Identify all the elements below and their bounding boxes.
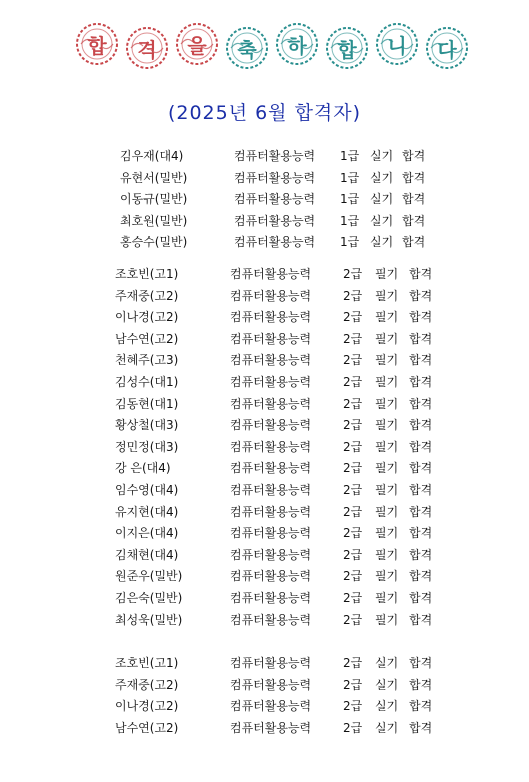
list-item — [0, 232, 529, 252]
row-name: 이동규(밀반) — [120, 192, 188, 207]
row-grade: 2급 — [343, 591, 363, 605]
row-cert: 컴퓨터활용능력 — [230, 699, 312, 714]
row-type: 필기 — [375, 483, 399, 497]
row-name: 이나경(고2) — [115, 699, 179, 714]
row-result: 합격 — [409, 699, 433, 714]
row-cert: 컴퓨터활용능력 — [230, 353, 312, 368]
row-result: 합격 — [409, 267, 433, 281]
row-cert: 컴퓨터활용능력 — [230, 396, 312, 411]
row-type: 필기 — [375, 418, 399, 433]
row-result: 합격 — [409, 720, 433, 735]
list-item — [0, 610, 529, 630]
row-grade: 2급 — [343, 677, 363, 692]
banner-char: 니 — [387, 33, 407, 58]
banner-char: 다 — [437, 37, 457, 62]
row-result: 합격 — [409, 612, 433, 627]
row-name: 이지은(대4) — [115, 526, 179, 541]
row-name: 천혜주(고3) — [115, 353, 179, 368]
row-cert: 컴퓨터활용능력 — [230, 288, 312, 303]
row-name: 김우재(대4) — [120, 149, 184, 163]
row-cert: 컴퓨터활용능력 — [230, 656, 312, 670]
row-result: 합격 — [409, 569, 433, 584]
row-grade: 2급 — [343, 331, 363, 346]
row-name: 조호빈(고1) — [115, 656, 179, 670]
row-cert: 컴퓨터활용능력 — [234, 192, 316, 207]
banner-seal-1 — [75, 22, 119, 66]
row-result: 합격 — [409, 461, 433, 476]
row-result: 합격 — [409, 418, 433, 433]
list-item — [0, 372, 529, 392]
row-type: 필기 — [375, 310, 399, 325]
row-result: 합격 — [409, 591, 433, 605]
row-type: 필기 — [375, 504, 399, 519]
banner-seal-2 — [125, 26, 169, 70]
row-grade: 1급 — [340, 213, 360, 228]
row-cert: 컴퓨터활용능력 — [230, 677, 312, 692]
banner-seal-8 — [425, 26, 469, 70]
list-item — [0, 545, 529, 565]
list-item — [0, 350, 529, 370]
list-item — [0, 588, 529, 608]
row-result: 합격 — [409, 677, 433, 692]
page-title: (2025년 6월 합격자) — [167, 102, 362, 124]
row-grade: 2급 — [343, 353, 363, 368]
row-type: 필기 — [375, 569, 399, 584]
row-grade: 1급 — [340, 149, 360, 163]
row-name: 김은숙(밀반) — [115, 591, 183, 605]
row-result: 합격 — [409, 547, 433, 562]
list-item — [0, 675, 529, 695]
banner-char: 을 — [187, 33, 207, 58]
row-grade: 2급 — [343, 526, 363, 541]
row-grade: 1급 — [340, 192, 360, 207]
row-cert: 컴퓨터활용능력 — [234, 170, 316, 185]
row-grade: 2급 — [343, 483, 363, 497]
row-cert: 컴퓨터활용능력 — [230, 526, 312, 541]
row-cert: 컴퓨터활용능력 — [230, 418, 312, 433]
banner-seal-4 — [225, 26, 269, 70]
list-item — [0, 458, 529, 478]
row-result: 합격 — [402, 213, 426, 228]
row-type: 실기 — [375, 720, 399, 735]
row-name: 최호원(밀반) — [120, 213, 188, 228]
row-name: 김동현(대1) — [115, 396, 179, 411]
row-result: 합격 — [409, 504, 433, 519]
row-type: 실기 — [375, 699, 399, 714]
row-grade: 2급 — [343, 699, 363, 714]
row-type: 실기 — [370, 170, 394, 185]
row-name: 유현서(밀반) — [120, 170, 188, 185]
row-cert: 컴퓨터활용능력 — [230, 439, 312, 454]
row-grade: 2급 — [343, 310, 363, 325]
row-cert: 컴퓨터활용능력 — [230, 591, 312, 605]
list-item — [0, 307, 529, 327]
row-cert: 컴퓨터활용능력 — [230, 720, 312, 735]
list-item — [0, 653, 529, 673]
row-result: 합격 — [409, 310, 433, 325]
row-result: 합격 — [409, 353, 433, 368]
list-item — [0, 189, 529, 209]
row-result: 합격 — [402, 149, 426, 163]
row-name: 정민정(대3) — [115, 439, 179, 454]
row-grade: 2급 — [343, 439, 363, 454]
list-item — [0, 437, 529, 457]
row-type: 실기 — [375, 656, 399, 670]
row-type: 필기 — [375, 591, 399, 605]
row-result: 합격 — [402, 192, 426, 207]
row-name: 홍승수(밀반) — [120, 235, 188, 250]
banner-seal-3 — [175, 22, 219, 66]
row-type: 필기 — [375, 396, 399, 411]
row-grade: 2급 — [343, 288, 363, 303]
list-item — [0, 480, 529, 500]
row-name: 황상철(대3) — [115, 418, 179, 433]
list-item — [0, 168, 529, 188]
row-type: 필기 — [375, 288, 399, 303]
row-result: 합격 — [409, 656, 433, 670]
banner-seal-5 — [275, 22, 319, 66]
row-cert: 컴퓨터활용능력 — [230, 569, 312, 584]
row-cert: 컴퓨터활용능력 — [230, 310, 312, 325]
row-result: 합격 — [409, 331, 433, 346]
row-type: 필기 — [375, 526, 399, 541]
list-item — [0, 718, 529, 738]
row-name: 남수연(고2) — [115, 720, 179, 735]
row-grade: 2급 — [343, 569, 363, 584]
banner-char: 합 — [87, 33, 107, 58]
row-type: 필기 — [375, 375, 399, 389]
list-item — [0, 523, 529, 543]
row-result: 합격 — [409, 439, 433, 454]
row-name: 주재중(고2) — [115, 677, 179, 692]
row-grade: 2급 — [343, 461, 363, 476]
row-grade: 2급 — [343, 267, 363, 281]
list-item — [0, 211, 529, 231]
list-item — [0, 394, 529, 414]
row-cert: 컴퓨터활용능력 — [230, 375, 312, 389]
row-cert: 컴퓨터활용능력 — [230, 267, 312, 281]
row-type: 필기 — [375, 439, 399, 454]
row-cert: 컴퓨터활용능력 — [230, 547, 312, 562]
row-cert: 컴퓨터활용능력 — [230, 331, 312, 346]
row-cert: 컴퓨터활용능력 — [234, 235, 316, 250]
row-type: 필기 — [375, 461, 399, 476]
row-name: 이나경(고2) — [115, 310, 179, 325]
row-cert: 컴퓨터활용능력 — [230, 483, 312, 497]
row-type: 실기 — [370, 235, 394, 250]
row-type: 실기 — [370, 192, 394, 207]
row-grade: 2급 — [343, 396, 363, 411]
banner-char: 축 — [237, 37, 257, 62]
row-grade: 2급 — [343, 656, 363, 670]
banner-seal-6 — [325, 26, 369, 70]
row-result: 합격 — [402, 170, 426, 185]
list-item — [0, 286, 529, 306]
banner-char: 격 — [137, 37, 157, 62]
row-result: 합격 — [409, 288, 433, 303]
list-item — [0, 696, 529, 716]
row-cert: 컴퓨터활용능력 — [234, 213, 316, 228]
row-result: 합격 — [409, 375, 433, 389]
list-item — [0, 415, 529, 435]
row-name: 원준우(밀반) — [115, 569, 183, 584]
row-result: 합격 — [409, 526, 433, 541]
row-name: 주재중(고2) — [115, 288, 179, 303]
list-item — [0, 566, 529, 586]
list-item — [0, 329, 529, 349]
row-grade: 2급 — [343, 375, 363, 389]
row-name: 유지현(대4) — [115, 504, 179, 519]
row-name: 남수연(고2) — [115, 331, 179, 346]
row-type: 필기 — [375, 547, 399, 562]
row-grade: 2급 — [343, 612, 363, 627]
row-type: 실기 — [370, 213, 394, 228]
row-grade: 2급 — [343, 547, 363, 562]
row-name: 강 은(대4) — [115, 461, 171, 476]
row-cert: 컴퓨터활용능력 — [230, 612, 312, 627]
row-result: 합격 — [409, 483, 433, 497]
row-result: 합격 — [409, 396, 433, 411]
list-item — [0, 502, 529, 522]
row-type: 필기 — [375, 331, 399, 346]
list-item — [0, 146, 529, 166]
row-name: 조호빈(고1) — [115, 267, 179, 281]
row-name: 김채현(대4) — [115, 547, 179, 562]
row-grade: 2급 — [343, 720, 363, 735]
congratulations-banner — [75, 22, 475, 74]
row-grade: 1급 — [340, 235, 360, 250]
row-grade: 2급 — [343, 504, 363, 519]
row-type: 필기 — [375, 267, 399, 281]
banner-char: 합 — [337, 37, 357, 62]
row-type: 필기 — [375, 612, 399, 627]
row-name: 임수영(대4) — [115, 483, 179, 497]
row-name: 최성욱(밀반) — [115, 612, 183, 627]
row-cert: 컴퓨터활용능력 — [230, 504, 312, 519]
banner-char: 하 — [287, 33, 307, 58]
row-cert: 컴퓨터활용능력 — [230, 461, 312, 476]
list-item — [0, 264, 529, 284]
row-type: 실기 — [375, 677, 399, 692]
row-grade: 2급 — [343, 418, 363, 433]
row-cert: 컴퓨터활용능력 — [234, 149, 316, 163]
row-type: 필기 — [375, 353, 399, 368]
banner-seal-7 — [375, 22, 419, 66]
row-type: 실기 — [370, 149, 394, 163]
row-grade: 1급 — [340, 170, 360, 185]
row-name: 김성수(대1) — [115, 375, 179, 389]
row-result: 합격 — [402, 235, 426, 250]
